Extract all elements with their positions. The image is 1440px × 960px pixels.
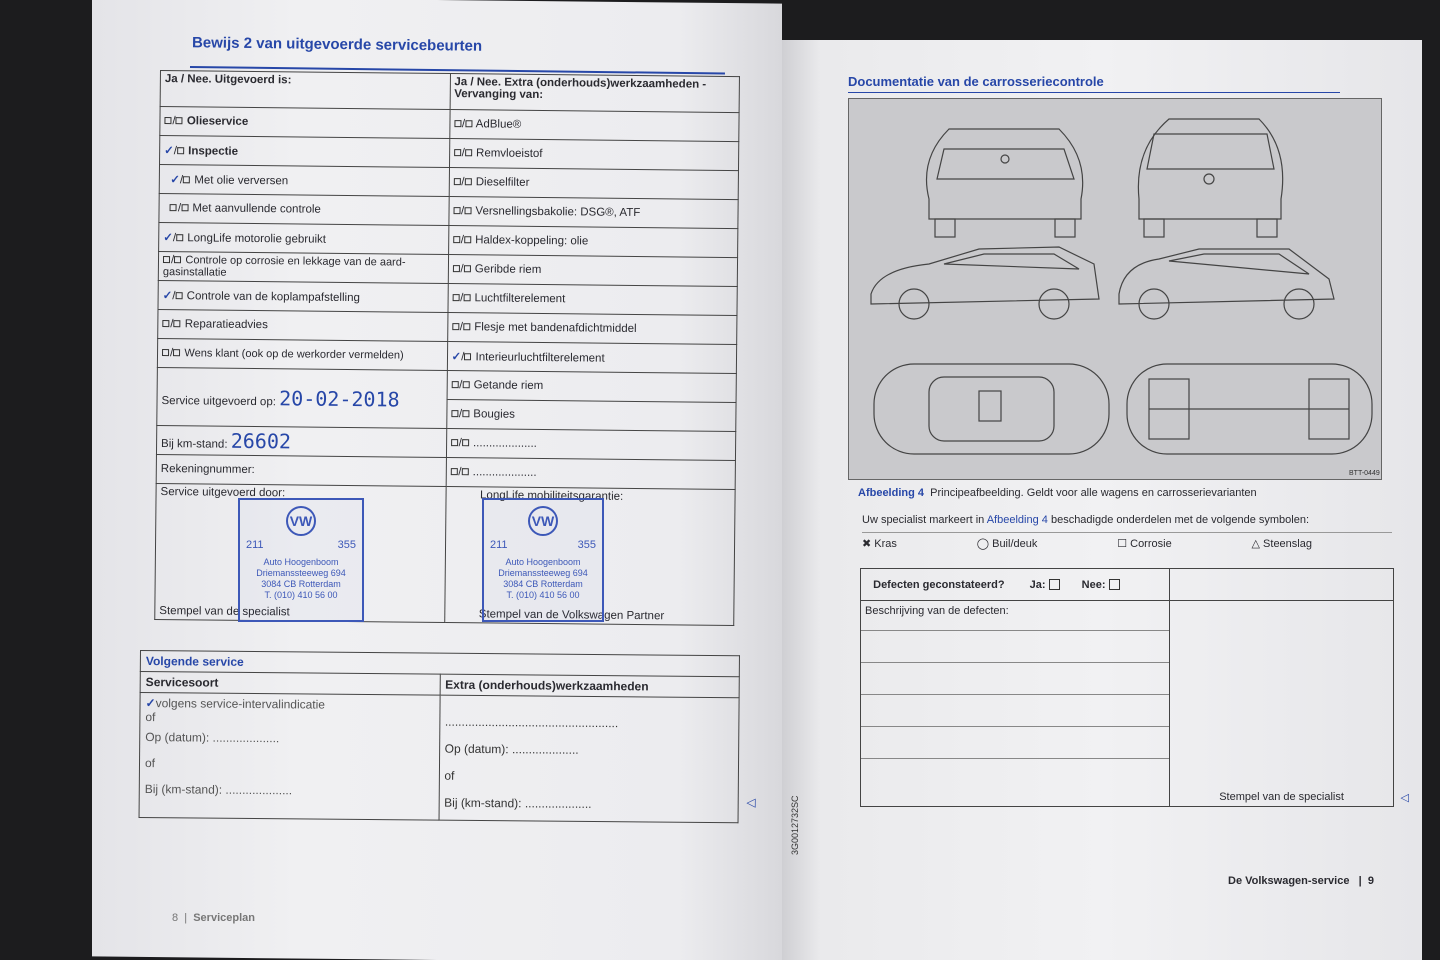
service-date-value: 20-02-2018 [279,385,400,412]
checkbox[interactable] [465,150,472,157]
checkbox[interactable] [464,354,471,361]
check-mark-icon: ✓ [170,174,180,187]
vw-logo-icon: VW [528,506,558,536]
row-left: / Controle op corrosie en lekkage van de aard-gasinstallatie [158,251,448,283]
check-mark-icon: ✓ [451,351,462,364]
col-service-type: Servicesoort [140,672,440,696]
vertical-doc-code: 3G0012732SC [790,795,800,855]
checkbox[interactable] [464,237,471,244]
figure-code: BTT-0449 [1349,470,1380,477]
checkbox[interactable] [176,235,183,242]
stamp-cell [1170,601,1409,807]
checkbox[interactable] [465,121,472,128]
dealer-stamp: VW 211 355 Auto Hoogenboom Driemanssteeweg 694 3084 CB Rotterdam T. (010) 410 56 00 [238,498,364,622]
left-footer: 8 | Serviceplan [172,912,255,924]
checkbox[interactable] [461,469,468,476]
row-right: / Bougies [446,400,736,432]
next-service-table [139,650,756,823]
stamp-partner-label: Stempel van de Volkswagen Partner [478,608,665,623]
description-cell: Beschrijving van de defecten: [861,601,1170,807]
row-right: / Flesje met bandenafdichtmiddel [447,313,737,345]
checkbox[interactable] [174,257,181,264]
row-right: / .................... [446,429,736,461]
stone-chip-symbol: △ Steenslag [1251,538,1312,550]
row-left: ✓/ Controle van de koplampafstelling [158,280,448,312]
next-service-title: Volgende service [140,651,739,677]
check-mark-icon: ✓ [163,232,173,245]
checkbox[interactable] [451,440,458,447]
row-right: / Geribde riem [448,255,738,287]
checkbox[interactable] [452,324,459,331]
col-extra-work: Extra (onderhouds)werkzaamheden [440,674,740,698]
row-left: ✓/ LongLife motorolie gebruikt [159,222,449,254]
row-right: / Getande riem [447,371,737,403]
corrosion-symbol: ☐ Corrosie [1117,538,1172,550]
checkbox[interactable] [176,118,183,125]
row-right: / .................... [446,458,736,490]
right-page-title: Documentatie van de carrosseriecontrole [848,74,1104,89]
checkbox[interactable] [451,382,458,389]
check-mark-icon: ✓ [145,696,156,711]
dealer-stamp: VW 211 355 Auto Hoogenboom Driemanssteeweg 694 3084 CB Rotterdam T. (010) 410 56 00 [482,498,604,622]
row-right: / Versnellingsbakolie: DSG®, ATF [448,197,738,229]
row-right: / Dieselfilter [449,168,739,200]
row-right: / Luchtfilterelement [447,284,737,316]
checkbox[interactable] [163,257,170,264]
service-by-cell: Service uitgevoerd door: Stempel van de specialist [155,483,446,622]
checkbox[interactable] [465,179,472,186]
longlife-cell: LongLife mobiliteitsgarantie: Stempel van de Volkswagen Partner [444,487,735,626]
yes-checkbox[interactable] [1049,579,1060,590]
stamp-specialist-label: Stempel van de specialist [1219,791,1344,803]
checkbox[interactable] [162,350,169,357]
row-right: / Haldex-koppeling: olie [448,226,738,258]
dent-symbol: ◯ Buil/deuk [976,538,1038,550]
row-left: / Wens klant (ook op de werkorder vermelden) [157,338,447,370]
checkbox[interactable] [451,411,458,418]
checkbox[interactable] [463,295,470,302]
defects-question: Defecten geconstateerd? Ja: Nee: [861,569,1170,601]
title-rule [848,92,1340,93]
km-cell: Bij km-stand: 26602 [156,425,446,457]
service-date-cell: Service uitgevoerd op: 20-02-2018 [157,367,447,428]
col-left-header: Ja / Nee. Uitgevoerd is: [160,71,450,110]
checkbox[interactable] [452,295,459,302]
invoice-cell: Rekeningnummer: [156,454,446,486]
check-mark-icon: ✓ [162,290,173,303]
checkbox[interactable] [175,293,182,300]
checkbox[interactable] [464,208,471,215]
checkbox[interactable] [453,179,460,186]
figure-caption: Afbeelding 4 Principeafbeelding. Geldt voor alle wagens en carrosserievarianten [858,487,1257,499]
vw-logo-icon: VW [286,506,316,536]
car-diagram [848,98,1382,480]
col-right-header: Ja / Nee. Extra (onderhouds)werkzaamheden - Vervanging van: [450,74,740,113]
scratch-symbol: ✖ Kras [862,538,897,550]
row-left: / Olieservice [160,107,450,139]
row-right: ✓/ Interieurluchtfilterelement [447,342,737,374]
check-mark-icon: ✓ [164,145,174,158]
checkbox[interactable] [454,121,461,128]
checkbox[interactable] [454,150,461,157]
checkbox[interactable] [453,237,460,244]
checkbox[interactable] [464,266,471,273]
checkbox[interactable] [181,205,188,212]
no-checkbox[interactable] [1109,579,1120,590]
row-left: / Reparatieadvies [158,309,448,341]
symbol-legend: Uw specialist markeert in Afbeelding 4 beschadigde onderdelen met de volgende symbolen: ✖ Kras ◯ Buil/deuk ☐ Corrosie △ Steenslag [862,514,1392,550]
next-service-right: .................................................... Op (datum): .................... of Bij (km-stand): .................... ◁ [439,695,740,823]
row-left: ✓/ Met olie verversen [159,165,449,197]
checkbox[interactable] [174,321,181,328]
checkbox[interactable] [177,148,184,155]
km-value: 26602 [230,428,292,454]
checkbox[interactable] [462,382,469,389]
car-outline-drawing [849,99,1383,481]
checkbox[interactable] [162,321,169,328]
checkbox[interactable] [462,440,469,447]
checkbox[interactable] [453,208,460,215]
row-right: / Remvloeistof [449,139,739,171]
row-left: / Met aanvullende controle [159,193,449,225]
checkbox[interactable] [164,118,171,125]
row-right: / AdBlue® [449,110,739,142]
checkbox[interactable] [183,177,190,184]
next-service-left: ✓volgens service-intervalindicatie of Op (datum): .................... of Bij (km-stand): .................... [139,693,440,821]
checkbox[interactable] [173,350,180,357]
stamp-specialist-label: Stempel van de specialist [159,605,290,619]
triangle-left-icon: ◁ [1400,792,1409,804]
checkbox[interactable] [462,411,469,418]
checkbox[interactable] [452,266,459,273]
checkbox[interactable] [450,469,457,476]
empty-cell [1170,569,1394,601]
left-page-title: Bewijs 2 van uitgevoerde servicebeurten [191,34,483,55]
triangle-left-icon: ◁ [746,795,756,810]
checkbox[interactable] [170,205,177,212]
right-footer: De Volkswagen-service | 9 [1228,875,1374,887]
row-left: ✓/ Inspectie [160,136,450,168]
checkbox[interactable] [463,324,470,331]
defects-table [860,568,1409,807]
